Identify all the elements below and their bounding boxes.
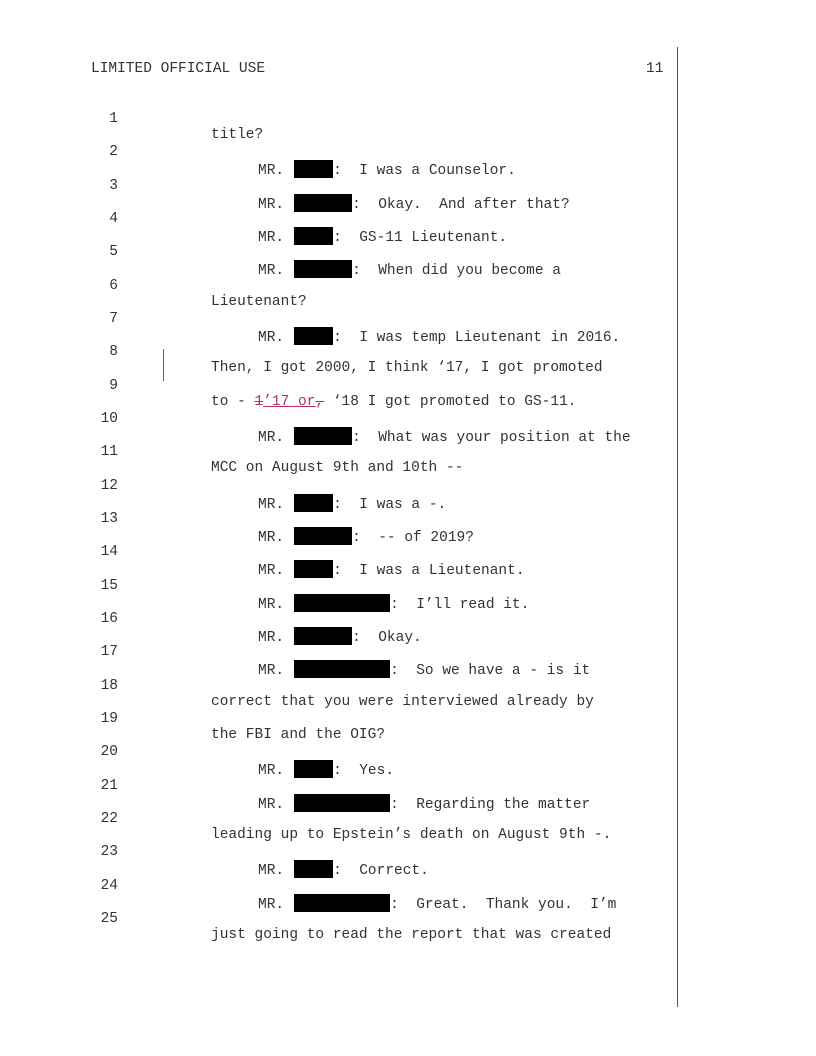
inserted-text: ’17: [263, 394, 290, 410]
line-number: 2: [109, 144, 118, 160]
line-text: : What was your position at the: [352, 430, 631, 446]
speaker-prefix: MR.: [258, 197, 285, 213]
line-number: 20: [100, 744, 118, 760]
line-text: : I’ll read it.: [390, 597, 530, 613]
redaction-box: [294, 160, 333, 178]
speaker-line: [258, 894, 616, 913]
speaker-prefix: MR.: [258, 763, 285, 779]
transcript-line: [0, 595, 422, 646]
line-text: : -- of 2019?: [352, 530, 474, 546]
line-number: 1: [109, 111, 118, 127]
line-number: 22: [100, 811, 118, 827]
page-number: 11: [646, 61, 664, 77]
redaction-box: [294, 327, 333, 345]
redaction-box: [294, 594, 390, 612]
line-number: 21: [100, 778, 118, 794]
line-number: 10: [100, 411, 118, 427]
speaker-line: [258, 760, 394, 779]
redaction-box: [294, 260, 352, 278]
line-number: 5: [109, 244, 118, 260]
line-number: 7: [109, 311, 118, 327]
speaker-prefix: MR.: [258, 430, 285, 446]
speaker-prefix: MR.: [258, 263, 285, 279]
speaker-line: [258, 227, 507, 246]
transcript-line: [0, 295, 621, 346]
speaker-prefix: MR.: [258, 330, 285, 346]
line-number: 8: [109, 344, 118, 360]
line-text: : When did you become a: [352, 263, 561, 279]
line-text: : Okay. And after that?: [352, 197, 570, 213]
speaker-line: [258, 160, 516, 179]
line-number: 25: [100, 911, 118, 927]
line-text: leading up to Epstein’s death on August 9th -.: [211, 827, 612, 843]
redaction-box: [294, 427, 352, 445]
line-number: 3: [109, 178, 118, 194]
line-text: : Correct.: [333, 863, 429, 879]
redaction-box: [294, 794, 390, 812]
deleted-text: 1: [254, 394, 264, 410]
speaker-prefix: MR.: [258, 497, 285, 513]
redaction-box: [294, 660, 390, 678]
line-number: 4: [109, 211, 118, 227]
speaker-prefix: MR.: [258, 663, 285, 679]
classification-header: LIMITED OFFICIAL USE: [91, 61, 266, 77]
speaker-line: [258, 427, 631, 446]
line-number: 11: [100, 444, 118, 460]
speaker-prefix: MR.: [258, 863, 285, 879]
speaker-line: [258, 194, 570, 213]
line-text: : I was a Counselor.: [333, 163, 516, 179]
line-text: Then, I got 2000, I think ‘17, I got promoted: [211, 360, 603, 376]
line-text: to -: [211, 394, 255, 410]
redaction-box: [294, 860, 333, 878]
redaction-box: [294, 760, 333, 778]
speaker-prefix: MR.: [258, 630, 285, 646]
line-text: : So we have a - is it: [390, 663, 591, 679]
speaker-prefix: MR.: [258, 163, 285, 179]
deleted-text: ,: [315, 394, 325, 410]
line-text: : I was a -.: [333, 497, 447, 513]
line-text: : Great. Thank you. I’m: [390, 897, 617, 913]
line-text: Lieutenant?: [211, 294, 307, 310]
line-text: title?: [211, 127, 264, 143]
line-text: ‘18 I got promoted to GS-11.: [324, 394, 577, 410]
speaker-prefix: MR.: [258, 597, 285, 613]
revision-change-bar: [163, 349, 164, 381]
speaker-line: [258, 594, 529, 613]
line-number: 6: [109, 278, 118, 294]
redaction-box: [294, 494, 333, 512]
line-text: : Yes.: [333, 763, 395, 779]
line-number: 18: [100, 678, 118, 694]
redaction-box: [294, 560, 333, 578]
speaker-prefix: MR.: [258, 530, 285, 546]
right-margin-rule: [677, 47, 678, 1007]
redaction-box: [294, 527, 352, 545]
redaction-box: [294, 627, 352, 645]
speaker-line: [258, 527, 474, 546]
line-text: : I was a Lieutenant.: [333, 563, 525, 579]
line-text: the FBI and the OIG?: [211, 727, 386, 743]
speaker-line: [258, 494, 446, 513]
revised-line: [211, 394, 576, 410]
line-number: 15: [100, 578, 118, 594]
speaker-line: [258, 260, 561, 279]
transcript-line: [0, 95, 264, 143]
line-number: 13: [100, 511, 118, 527]
line-text: : I was temp Lieutenant in 2016.: [333, 330, 621, 346]
speaker-line: [258, 794, 590, 813]
line-text: just going to read the report that was created: [211, 927, 612, 943]
line-number: 9: [109, 378, 118, 394]
line-number: 19: [100, 711, 118, 727]
speaker-line: [258, 560, 525, 579]
inserted-text: or: [289, 394, 316, 410]
line-text: : Regarding the matter: [390, 797, 591, 813]
redaction-box: [294, 894, 390, 912]
speaker-line: [258, 860, 429, 879]
line-number: 23: [100, 844, 118, 860]
speaker-line: [258, 627, 422, 646]
speaker-prefix: MR.: [258, 797, 285, 813]
line-text: MCC on August 9th and 10th --: [211, 460, 464, 476]
line-text: correct that you were interviewed already by: [211, 694, 594, 710]
line-number: 12: [100, 478, 118, 494]
speaker-prefix: MR.: [258, 230, 285, 246]
line-number: 16: [100, 611, 118, 627]
redaction-box: [294, 194, 352, 212]
line-number: 14: [100, 544, 118, 560]
transcript-line: [0, 695, 386, 743]
line-text: : Okay.: [352, 630, 422, 646]
redaction-box: [294, 227, 333, 245]
line-number: 24: [100, 878, 118, 894]
speaker-line: [258, 660, 590, 679]
speaker-line: [258, 327, 620, 346]
line-number: 17: [100, 644, 118, 660]
line-text: : GS-11 Lieutenant.: [333, 230, 508, 246]
speaker-prefix: MR.: [258, 897, 285, 913]
speaker-prefix: MR.: [258, 563, 285, 579]
